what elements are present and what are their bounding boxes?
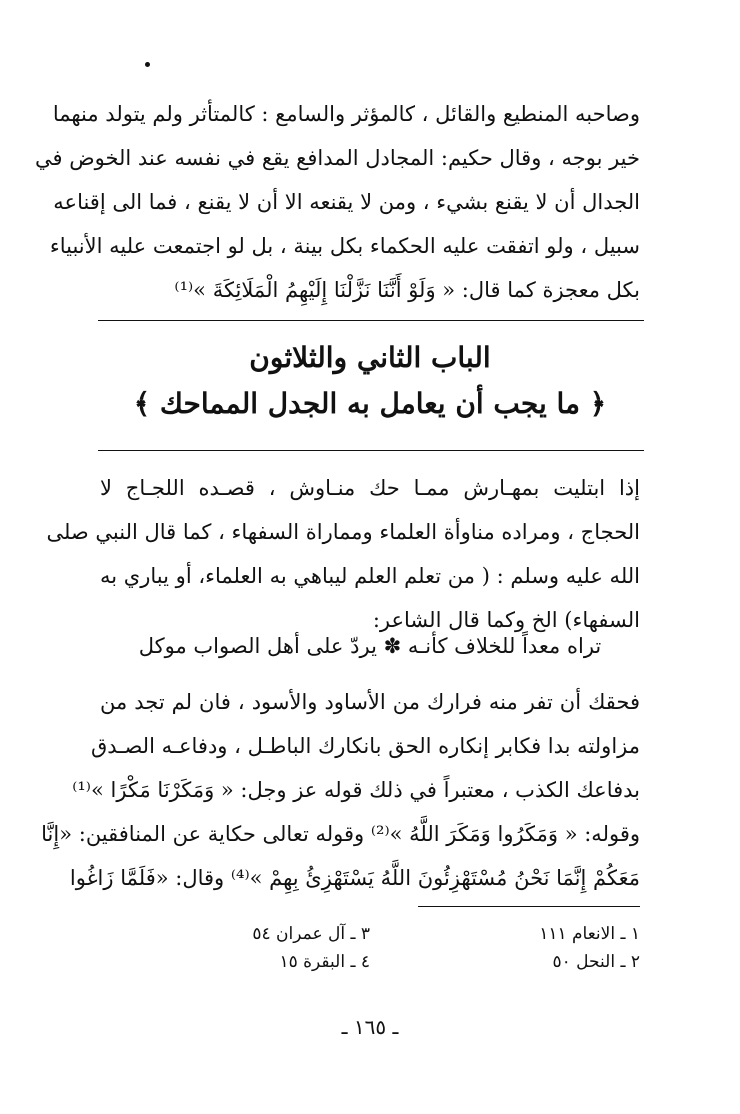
- text-line: الجدال أن لا يقنع بشيء ، ومن لا يقنعه الا أن لا يقنع ، فما الى إقناعه: [53, 190, 640, 214]
- footnote-divider: [418, 906, 640, 907]
- text-line: بكل معجزة كما قال: « وَلَوْ أَنَّنَا نَزَّلْنَا إِلَيْهِمُ الْمَلَائِكَةَ »⁽¹⁾: [174, 278, 640, 302]
- text-line: بدفاعك الكذب ، معتبراً في ذلك قوله عز وجل: « وَمَكَرْنَا مَكْرًا »⁽¹⁾: [72, 778, 640, 802]
- text-line: فحقك أن تفر منه فرارك من الأساود والأسود ، فان لم تجد من: [100, 690, 640, 714]
- footnote: ١ ـ الانعام ١١١: [539, 924, 640, 944]
- text-line: مزاولته بدا فكابر إنكاره الحق بانكارك الباطـل ، ودفاعـه الصـدق: [90, 734, 640, 758]
- text-line: خير بوجه ، وقال حكيم: المجادل المدافع يقع في نفسه عند الخوض في: [34, 146, 640, 170]
- paragraph-advice: [41, 680, 640, 900]
- text-line: وقوله: « وَمَكَرُوا وَمَكَرَ اللَّهُ »⁽²⁾ وقوله تعالى حكاية عن المنافقين: «إِنَّا: [41, 822, 640, 846]
- text-line: مَعَكُمْ إِنَّمَا نَحْنُ مُسْتَهْزِئُونَ اللَّهُ يَسْتَهْزِئُ بِهِمْ »⁽⁴⁾ وقال: «فَلَمَّا زَاغُوا: [69, 866, 640, 890]
- paragraph-chapter-intro: [46, 466, 640, 642]
- footnote: ٢ ـ النحل ٥٠: [552, 952, 640, 972]
- divider-top: [98, 320, 644, 321]
- paragraph-continuation: [34, 92, 640, 312]
- footnote-row: [100, 948, 640, 976]
- text-line: السفهاء) الخ وكما قال الشاعر:: [372, 608, 640, 632]
- poem-verse: [100, 624, 640, 668]
- footnote: ٤ ـ البقرة ١٥: [279, 952, 370, 972]
- divider-bottom: [98, 450, 644, 451]
- poem-line: تراه معداً للخلاف كأنـه ✽ يردّ على أهل الصواب موكل: [138, 634, 602, 658]
- chapter-subtitle: ﴿ ما يجب أن يعامل به الجدل المماحك ﴾: [133, 387, 607, 420]
- text-line: إذا ابتليت بمهـارش ممـا حك منـاوش ، قصـده اللجـاج لا: [100, 476, 640, 500]
- text-line: سبيل ، ولو اتفقت عليه الحكماء بكل بينة ، بل لو اجتمعت عليه الأنبياء: [49, 234, 640, 258]
- footnotes: [100, 920, 640, 976]
- text-line: وصاحبه المنطيع والقائل ، كالمؤثر والسامع : كالمتأثر ولم يتولد منهما: [52, 102, 640, 126]
- footnote-row: [100, 920, 640, 948]
- text-line: الحجاج ، ومراده مناوأة العلماء ومماراة السفهاء ، كما قال النبي صلى: [46, 520, 640, 544]
- text-line: الله عليه وسلم : ( من تعلم العلم ليباهي به العلماء، أو يباري به: [100, 564, 640, 588]
- chapter-title: الباب الثاني والثلاثون: [249, 341, 491, 374]
- page-number: ـ ١٦٥ ـ: [341, 1015, 399, 1039]
- footnote: ٣ ـ آل عمران ٥٤: [252, 924, 370, 944]
- page-speck: [145, 62, 150, 67]
